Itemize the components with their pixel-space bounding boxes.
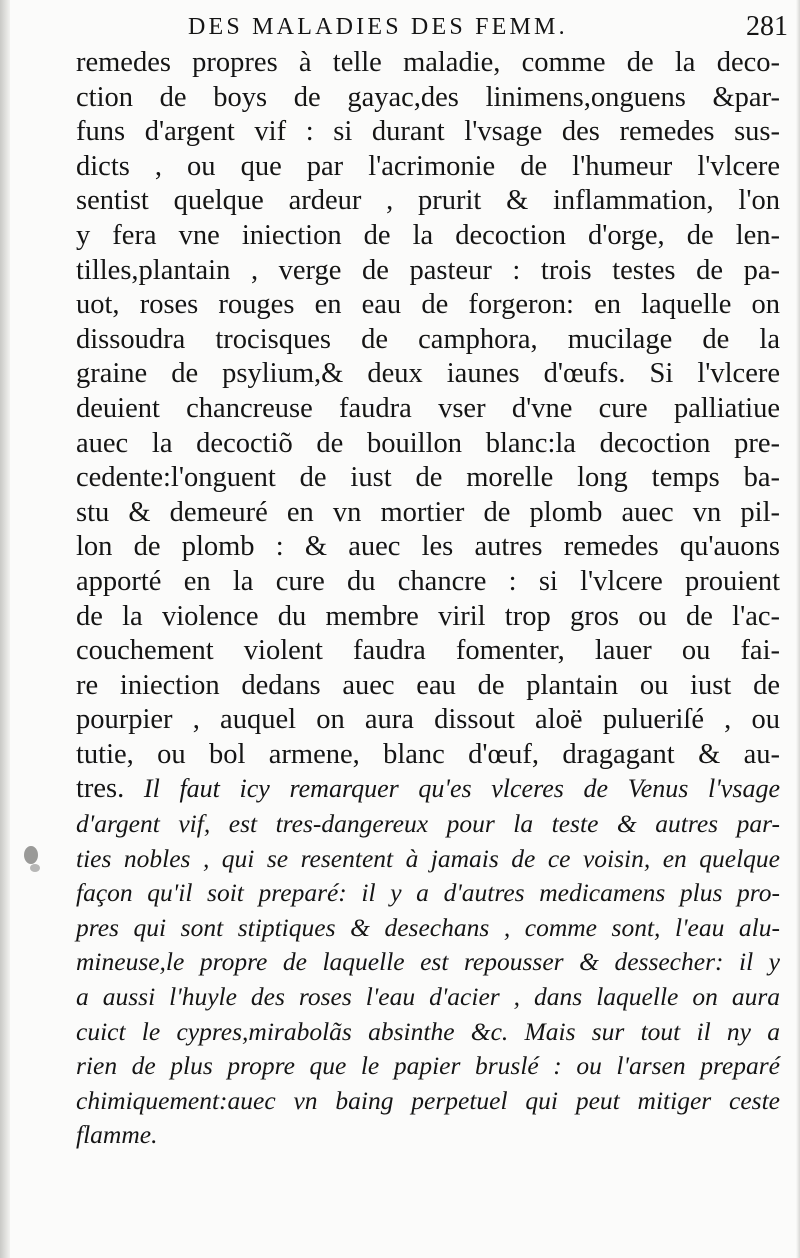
text-line: tutie, ou bol armene, blanc d'œuf, dragagant & au-: [76, 738, 780, 770]
italic-text-line: rien de plus propre que le papier bruslé : ou l'arsen preparé: [76, 1051, 780, 1081]
text-line: sentist quelque ardeur , prurit & inflammation, l'on: [76, 185, 780, 217]
italic-text-line-final: flamme.: [76, 1120, 158, 1150]
italic-text-line: façon qu'il soit preparé: il y a d'autres medicamens plus pro-: [76, 878, 780, 908]
text-line: couchement violent faudra fomenter, lauer ou fai-: [76, 635, 780, 667]
text-line: tilles,plantain , verge de pasteur : trois testes de pa-: [76, 254, 780, 286]
text-line: dicts , ou que par l'acrimonie de l'humeur l'vlcere: [76, 150, 780, 182]
roman-segment: tres.: [76, 773, 125, 805]
text-line: deuient chancreuse faudra vser d'vne cure palliatiue: [76, 392, 780, 424]
text-line: apporté en la cure du chancre : si l'vlcere prouient: [76, 565, 780, 597]
page-edge-shadow: [796, 0, 800, 1258]
text-line: uot, roses rouges en eau de forgeron: en laquelle on: [76, 289, 780, 321]
text-line: lon de plomb : & auec les autres remedes qu'auons: [76, 531, 780, 563]
page-gutter-shadow: [0, 0, 10, 1258]
running-head: DES MALADIES DES FEMM.: [188, 14, 568, 40]
italic-text-line: ties nobles , qui se resentent à jamais de ce voisin, en quelque: [76, 843, 780, 873]
text-line: funs d'argent vif : si durant l'vsage des remedes sus-: [76, 116, 780, 148]
text-line: stu & demeuré en vn mortier de plomb auec vn pil-: [76, 496, 780, 528]
italic-text-line: a aussi l'huyle des roses l'eau d'acier , dans laquelle on aura: [76, 982, 780, 1012]
text-line: auec la decoctiõ de bouillon blanc:la decoction pre-: [76, 427, 780, 459]
text-line: y fera vne iniection de la decoction d'orge, de len-: [76, 219, 780, 251]
page-header: [150, 12, 790, 42]
paper-blemish: [30, 864, 40, 872]
text-line: cedente:l'onguent de iust de morelle long temps ba-: [76, 462, 780, 494]
italic-text-line: cuict le cypres,mirabolãs absinthe &c. Mais sur tout il ny a: [76, 1016, 780, 1046]
text-line-mixed: [76, 772, 780, 807]
italic-text-line: d'argent vif, est tres-dangereux pour la teste & autres par-: [76, 809, 780, 839]
text-line: remedes propres à telle maladie, comme de la deco-: [76, 47, 780, 78]
text-line: re iniection dedans auec eau de plantain ou iust de: [76, 669, 780, 701]
italic-text-line: mineuse,le propre de laquelle est repousser & dessecher: il y: [76, 947, 780, 977]
text-line: pourpier , auquel on aura dissout aloë pulueriſé , ou: [76, 704, 780, 736]
italic-segment: Il faut icy remarquer qu'es vlceres de Venus l'vsage: [124, 774, 780, 804]
text-line: graine de psylium,& deux iaunes d'œufs. Si l'vlcere: [76, 358, 780, 390]
italic-text-line: pres qui sont stiptiques & desechans , comme sont, l'eau alu-: [76, 912, 780, 942]
italic-text-line: chimiquement:auec vn baing perpetuel qui peut mitiger ceste: [76, 1085, 780, 1115]
paper-blemish: [24, 846, 38, 864]
text-line: ction de boys de gayac,des linimens,onguens &par-: [76, 81, 780, 113]
body-text: [76, 46, 780, 1153]
page-number: 281: [746, 11, 788, 42]
text-line: de la violence du membre viril trop gros ou de l'ac-: [76, 600, 780, 632]
text-line: dissoudra trocisques de camphora, mucilage de la: [76, 323, 780, 355]
